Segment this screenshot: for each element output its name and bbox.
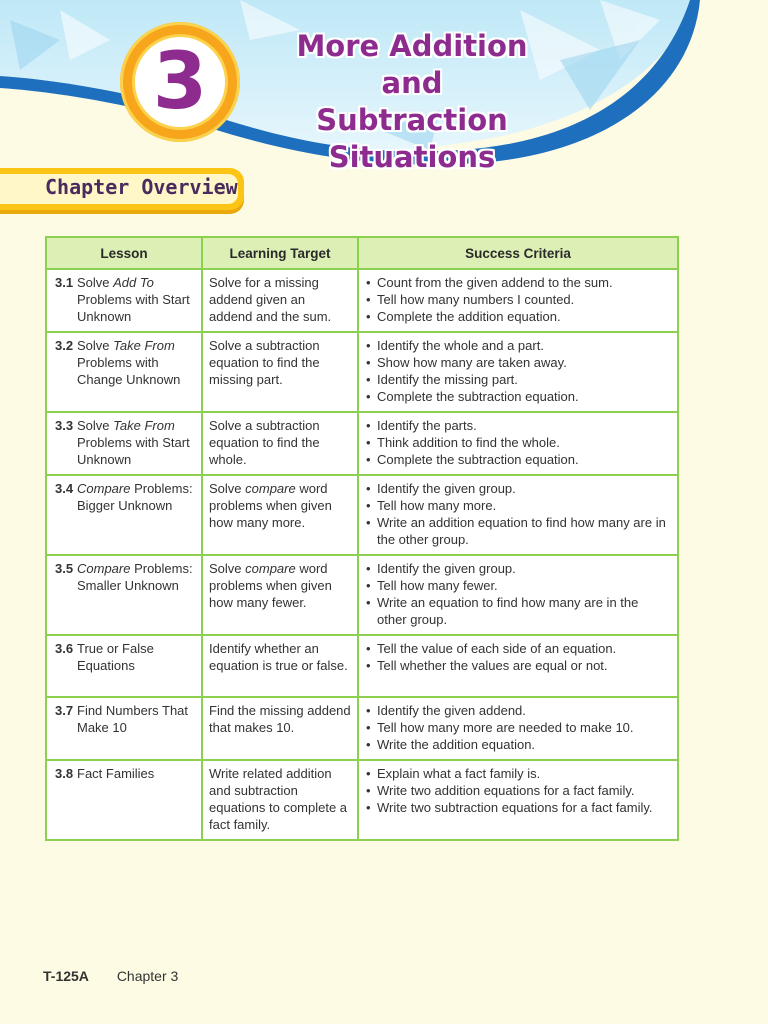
lesson-title-text: Add To (113, 275, 154, 290)
learning-target-cell (202, 475, 358, 555)
lesson-title-text: Find Numbers That Make 10 (77, 703, 189, 735)
chapter-title-line: Subtraction (316, 103, 508, 137)
success-criterion: • Tell the value of each side of an equation. (365, 640, 671, 657)
lesson-title-text: Problems with Start Unknown (77, 292, 190, 324)
success-criteria-cell (358, 475, 678, 555)
lesson-cell (46, 412, 202, 475)
learning-target-cell (202, 760, 358, 840)
success-criterion: • Tell whether the values are equal or not. (365, 657, 671, 674)
learning-target-cell (202, 555, 358, 635)
lesson-number: 3.2 (55, 338, 74, 353)
success-criteria-list (365, 560, 671, 628)
success-criteria-cell (358, 269, 678, 332)
learning-target-text: compare (245, 481, 296, 496)
learning-target-text: Identify whether an equation is true or false. (209, 641, 348, 673)
success-criterion: • Think addition to find the whole. (365, 434, 671, 451)
success-criterion: • Identify the given group. (365, 480, 671, 497)
lesson-cell (46, 269, 202, 332)
learning-target-cell (202, 412, 358, 475)
chapter-title-line: More Addition and (296, 29, 528, 100)
lesson-title-text: Problems with Start Unknown (77, 435, 190, 467)
chapter-label: Chapter 3 (116, 968, 179, 984)
column-header-learning-target: Learning Target (202, 237, 358, 269)
learning-target-text: Write related addition and subtraction equations to complete a fact family. (209, 766, 348, 832)
chapter-number-badge (120, 22, 240, 142)
lesson-title-text: Take From (113, 338, 175, 353)
table-row (46, 412, 678, 475)
chapter-title (262, 28, 562, 176)
success-criteria-cell (358, 555, 678, 635)
success-criterion: • Identify the parts. (365, 417, 671, 434)
success-criterion: • Identify the missing part. (365, 371, 671, 388)
lesson-title-text: Solve (77, 275, 114, 290)
chapter-overview-tab (0, 168, 244, 210)
chapter-title-line: Situations (328, 140, 496, 174)
success-criterion: • Show how many are taken away. (365, 354, 671, 371)
table-row (46, 555, 678, 635)
lesson-cell (46, 332, 202, 412)
learning-target-text: Solve a subtraction equation to find the missing part. (209, 338, 320, 387)
lesson-cell (46, 760, 202, 840)
table-row (46, 269, 678, 332)
lesson-cell (46, 635, 202, 697)
success-criteria-list (365, 274, 671, 325)
success-criterion: • Tell how many more. (365, 497, 671, 514)
success-criterion: • Write an equation to find how many are in the other group. (365, 594, 671, 628)
table-body (46, 269, 678, 840)
learning-target-cell (202, 697, 358, 760)
lesson-number: 3.6 (55, 641, 74, 656)
success-criterion: • Tell how many numbers I counted. (365, 291, 671, 308)
success-criterion: • Write an addition equation to find how many are in the other group. (365, 514, 671, 548)
column-header-lesson: Lesson (46, 237, 202, 269)
success-criterion: • Write two subtraction equations for a fact family. (365, 799, 671, 816)
learning-target-text: Solve for a missing addend given an addend and the sum. (209, 275, 332, 324)
page-footer (43, 968, 178, 984)
lesson-title-text: Solve (77, 418, 114, 433)
learning-target-text: Find the missing addend that makes 10. (209, 703, 351, 735)
success-criterion: • Tell how many more are needed to make 10. (365, 719, 671, 736)
column-header-success-criteria: Success Criteria (358, 237, 678, 269)
lesson-title-text: Solve (77, 338, 114, 353)
lesson-number: 3.4 (55, 481, 74, 496)
table-row (46, 332, 678, 412)
success-criterion: • Count from the given addend to the sum. (365, 274, 671, 291)
chapter-number: 3 (152, 37, 208, 127)
success-criteria-list (365, 765, 671, 816)
success-criterion: • Identify the given addend. (365, 702, 671, 719)
success-criterion: • Identify the given group. (365, 560, 671, 577)
success-criterion: • Complete the addition equation. (365, 308, 671, 325)
chapter-overview-heading: Chapter Overview (45, 175, 238, 199)
table-header-row (46, 237, 678, 269)
success-criteria-cell (358, 332, 678, 412)
learning-target-text: Solve (209, 561, 246, 576)
lesson-number: 3.3 (55, 418, 74, 433)
lesson-title-text: Fact Families (77, 766, 155, 781)
learning-target-text: word problems when given how many fewer. (209, 561, 332, 610)
lesson-title-text: True or False Equations (77, 641, 154, 673)
success-criteria-list (365, 337, 671, 405)
success-criteria-list (365, 480, 671, 548)
learning-target-text: compare (245, 561, 296, 576)
learning-target-text: Solve (209, 481, 246, 496)
learning-target-text: Solve a subtraction equation to find the whole. (209, 418, 320, 467)
lesson-title-text: Problems: Smaller Unknown (77, 561, 193, 593)
chapter-overview-table (45, 236, 679, 841)
success-criteria-list (365, 417, 671, 468)
lesson-title-text: Problems with Change Unknown (77, 355, 181, 387)
lesson-number: 3.1 (55, 275, 74, 290)
success-criteria-list (365, 640, 671, 674)
learning-target-text: word problems when given how many more. (209, 481, 332, 530)
lesson-title-text: Compare (77, 561, 131, 576)
table-row (46, 760, 678, 840)
success-criteria-cell (358, 697, 678, 760)
lesson-cell (46, 697, 202, 760)
lesson-number: 3.5 (55, 561, 74, 576)
lesson-number: 3.8 (55, 766, 74, 781)
lesson-title-text: Compare (77, 481, 131, 496)
lesson-title-text: Take From (113, 418, 175, 433)
success-criterion: • Complete the subtraction equation. (365, 388, 671, 405)
success-criterion: • Write two addition equations for a fact family. (365, 782, 671, 799)
success-criterion: • Identify the whole and a part. (365, 337, 671, 354)
lesson-number: 3.7 (55, 703, 74, 718)
lesson-cell (46, 475, 202, 555)
success-criterion: • Complete the subtraction equation. (365, 451, 671, 468)
page-code: T-125A (43, 968, 89, 984)
success-criterion: • Tell how many fewer. (365, 577, 671, 594)
lesson-cell (46, 555, 202, 635)
success-criterion: • Write the addition equation. (365, 736, 671, 753)
table-row (46, 697, 678, 760)
success-criteria-cell (358, 760, 678, 840)
learning-target-cell (202, 269, 358, 332)
learning-target-cell (202, 332, 358, 412)
lesson-title-text: Problems: Bigger Unknown (77, 481, 193, 513)
success-criterion: • Explain what a fact family is. (365, 765, 671, 782)
learning-target-cell (202, 635, 358, 697)
success-criteria-cell (358, 635, 678, 697)
success-criteria-list (365, 702, 671, 753)
success-criteria-cell (358, 412, 678, 475)
table-row (46, 475, 678, 555)
table-row (46, 635, 678, 697)
